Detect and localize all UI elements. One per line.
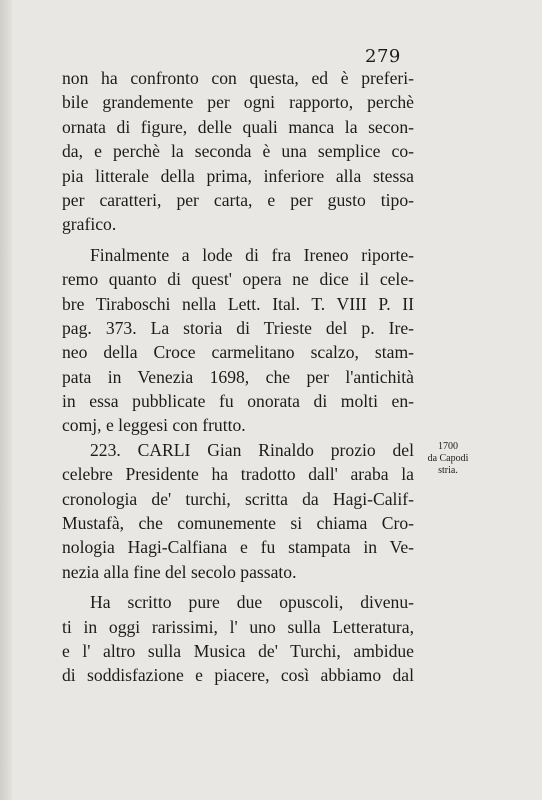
page-edge bbox=[0, 0, 12, 800]
text-line: Ha scritto pure due opuscoli, divenu- bbox=[90, 592, 414, 613]
text-line: di soddisfazione e piacere, così abbiamo dal bbox=[62, 665, 414, 686]
paragraph-3 bbox=[62, 438, 414, 584]
text-line: ornata di figure, delle quali manca la secon- bbox=[62, 116, 414, 137]
text-line: in essa pubblicate fu onorata di molti en- bbox=[62, 391, 414, 412]
text-line: non ha confronto con questa, ed è preferi- bbox=[62, 68, 414, 88]
text-line: remo quanto di quest' opera ne dice il cele- bbox=[62, 269, 414, 290]
page-number: 279 bbox=[365, 46, 401, 67]
text-line: bile grandemente per ogni rapporto, perchè bbox=[62, 92, 414, 113]
text-line: comj, e leggesi con frutto. bbox=[62, 415, 246, 436]
text-line: Finalmente a lode di fra Ireneo riporte- bbox=[90, 244, 414, 265]
text-line: ti in oggi rarissimi, l' uno sulla Letteratura, bbox=[62, 616, 414, 637]
paragraph-2 bbox=[62, 243, 414, 438]
text-line: nezia alla fine del secolo passato. bbox=[62, 561, 297, 582]
paragraph-1 bbox=[62, 66, 414, 237]
text-line: pag. 373. La storia di Trieste del p. Ire- bbox=[62, 317, 414, 338]
text-line: 223. CARLI Gian Rinaldo prozio del bbox=[90, 439, 414, 460]
text-line: grafico. bbox=[62, 214, 117, 235]
text-line: e l' altro sulla Musica de' Turchi, ambidue bbox=[62, 640, 414, 661]
margin-note-year: 1700 bbox=[438, 441, 458, 452]
text-line: Mustafà, che comunemente si chiama Cro- bbox=[62, 513, 414, 534]
text-line: bre Tiraboschi nella Lett. Ital. T. VIII P. II bbox=[62, 293, 414, 314]
margin-note-place-end: stria. bbox=[438, 465, 458, 476]
text-line: neo della Croce carmelitano scalzo, stam- bbox=[62, 342, 414, 363]
text-line: celebre Presidente ha tradotto dall' araba la bbox=[62, 464, 414, 485]
text-line: da, e perchè la seconda è una semplice co- bbox=[62, 141, 414, 162]
text-line: per caratteri, per carta, e per gusto tipo- bbox=[62, 189, 414, 210]
text-line: pia litterale della prima, inferiore alla stessa bbox=[62, 165, 414, 186]
margin-note bbox=[423, 441, 473, 477]
body-text bbox=[62, 66, 414, 688]
paragraph-4 bbox=[62, 590, 414, 688]
text-line: pata in Venezia 1698, che per l'antichità bbox=[62, 366, 414, 387]
margin-note-place: da Capodi bbox=[427, 453, 469, 464]
text-line: nologia Hagi-Calfiana e fu stampata in Ve- bbox=[62, 537, 414, 558]
text-line: cronologia de' turchi, scritta da Hagi-Calif- bbox=[62, 488, 414, 509]
